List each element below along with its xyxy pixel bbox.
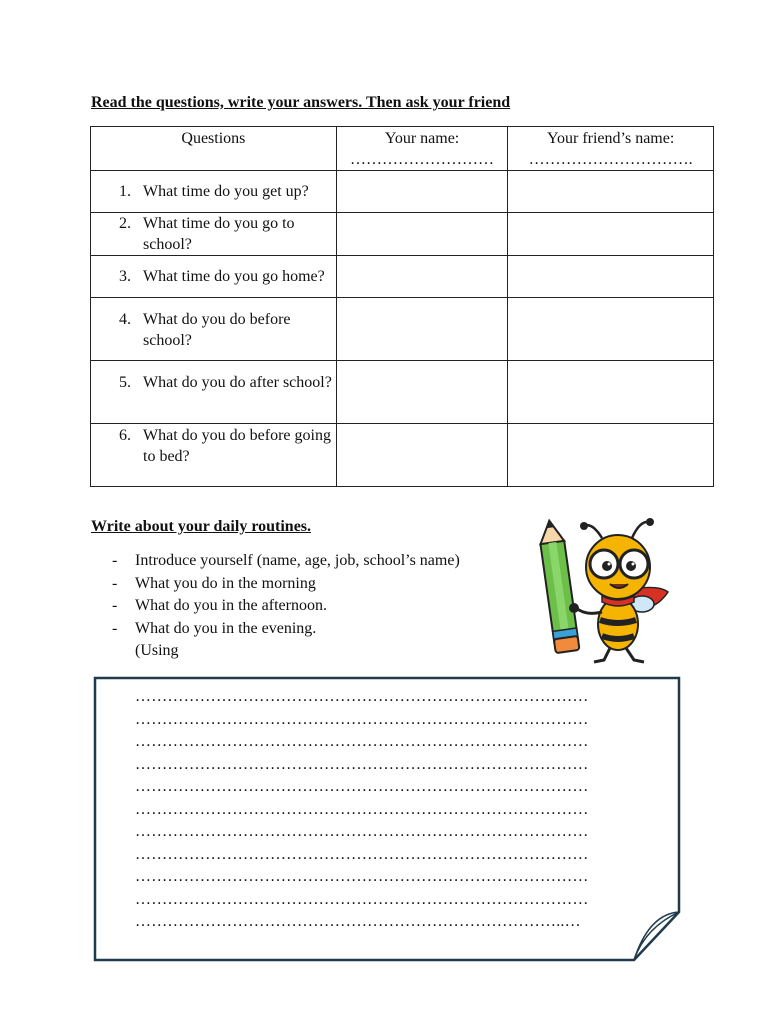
writing-line[interactable]: ………………………………………………………………………… xyxy=(135,688,589,705)
using-line: (Using xyxy=(135,642,179,659)
your-answer-cell[interactable] xyxy=(336,213,508,256)
question-number: 6. xyxy=(119,427,131,444)
table-row xyxy=(91,213,714,256)
writing-line[interactable]: ………………………………………………………………………… xyxy=(135,890,589,908)
writing-line[interactable]: ………………………………………………………………………… xyxy=(135,733,589,750)
question-number: 3. xyxy=(119,268,131,285)
question-text: What do you do after school? xyxy=(143,374,332,391)
your-answer-cell[interactable] xyxy=(336,171,508,213)
list-item: - What do you in the afternoon. xyxy=(112,597,327,614)
friend-answer-cell[interactable] xyxy=(508,256,714,298)
your-name-blank[interactable]: ……………………… xyxy=(350,151,495,168)
writing-line[interactable]: ………………………………………………………………………… xyxy=(135,755,589,773)
question-number: 5. xyxy=(119,374,131,391)
writing-area[interactable] xyxy=(93,676,683,964)
writing-line[interactable]: ………………………………………………………………………… xyxy=(135,823,589,840)
table-header-row xyxy=(91,127,714,171)
questions-table xyxy=(90,126,714,487)
table-row xyxy=(91,298,714,361)
questions-header: Questions xyxy=(91,127,337,171)
friend-answer-cell[interactable] xyxy=(508,213,714,256)
friend-name-blank[interactable]: …………………………. xyxy=(528,151,693,168)
instructions-list xyxy=(112,550,460,640)
question-text: What do you do before going to bed? xyxy=(143,427,331,465)
your-answer-cell[interactable] xyxy=(336,424,508,487)
friend-name-header: Your friend’s name: …………………………. xyxy=(508,127,714,171)
list-item: - What you do in the morning xyxy=(112,574,316,592)
list-item: - Introduce yourself (name, age, job, school’s name) xyxy=(112,552,460,569)
writing-line[interactable]: ………………………………………………………………………… xyxy=(135,845,589,863)
list-item: - What do you in the evening. xyxy=(112,619,317,637)
table-row xyxy=(91,256,714,298)
question-number: 2. xyxy=(119,215,131,232)
friend-answer-cell[interactable] xyxy=(508,361,714,424)
writing-line[interactable]: ………………………………………………………………………… xyxy=(135,778,589,795)
friend-answer-cell[interactable] xyxy=(508,171,714,213)
friend-answer-cell[interactable] xyxy=(508,298,714,361)
writing-lines xyxy=(135,686,635,934)
your-answer-cell[interactable] xyxy=(336,298,508,361)
your-answer-cell[interactable] xyxy=(336,361,508,424)
writing-line[interactable]: ………………………………………………………………………… xyxy=(135,800,589,818)
question-text: What time do you go to school? xyxy=(143,215,295,253)
friend-answer-cell[interactable] xyxy=(508,424,714,487)
question-text: What time do you go home? xyxy=(143,268,325,285)
writing-line[interactable]: ……………………………………………………………………..… xyxy=(135,913,581,930)
question-text: What do you do before school? xyxy=(143,311,291,349)
section2-heading: Write about your daily routines. xyxy=(91,518,312,535)
your-answer-cell[interactable] xyxy=(336,256,508,298)
writing-line[interactable]: ………………………………………………………………………… xyxy=(135,868,589,885)
question-text: What time do you get up? xyxy=(143,183,309,200)
your-name-header: Your name: ……………………… xyxy=(336,127,508,171)
section1-heading: Read the questions, write your answers. Then ask your friend xyxy=(91,94,511,111)
bee-with-pencil-icon xyxy=(530,512,675,668)
question-number: 4. xyxy=(119,311,131,328)
question-number: 1. xyxy=(119,183,131,200)
table-row xyxy=(91,171,714,213)
table-row xyxy=(91,361,714,424)
writing-line[interactable]: ………………………………………………………………………… xyxy=(135,710,589,728)
table-row xyxy=(91,424,714,487)
